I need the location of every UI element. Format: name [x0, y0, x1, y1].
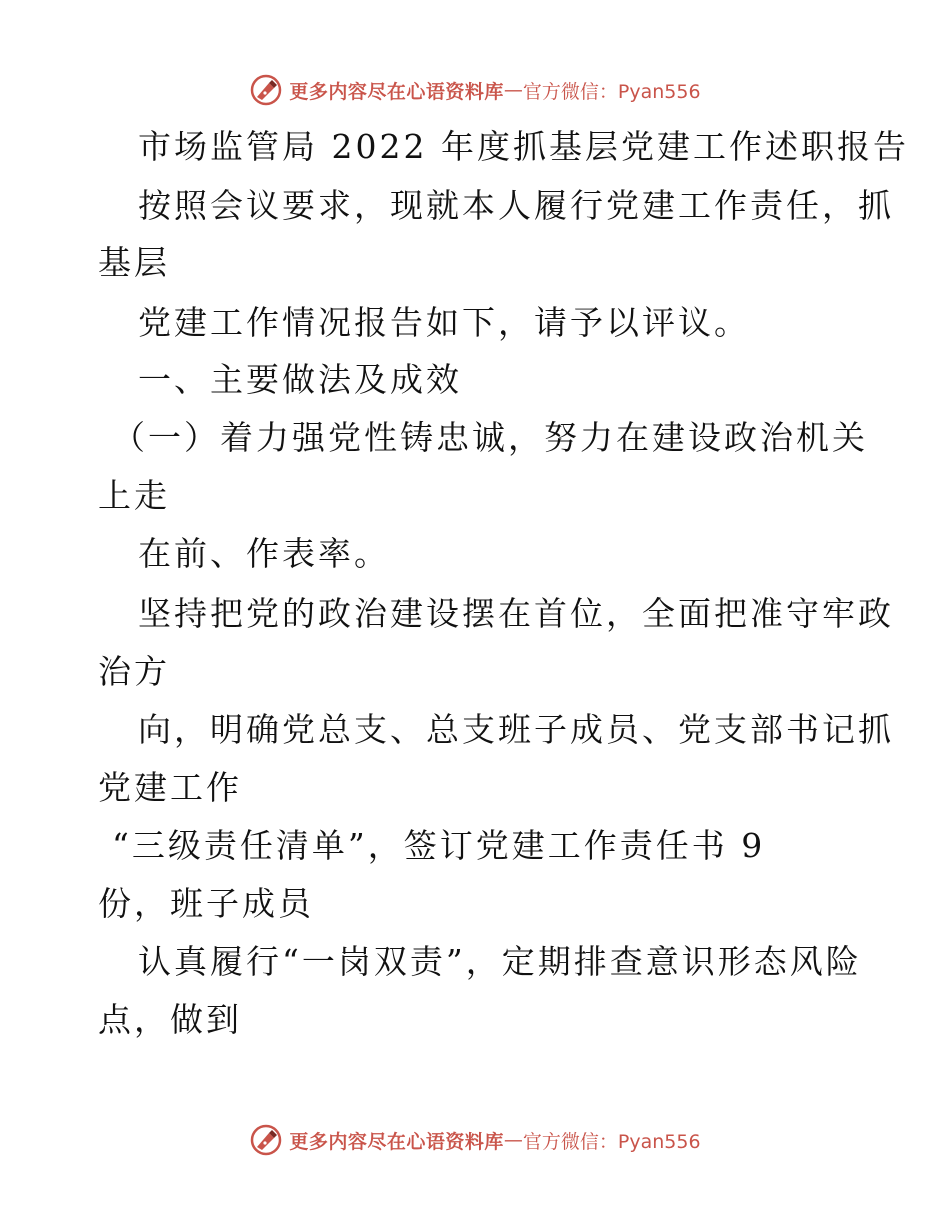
paragraph-line: 基层 — [98, 243, 170, 282]
paragraph-line: 党建工作 — [98, 768, 242, 807]
subsection-heading: （一）着力强党性铸忠诚，努力在建设政治机关 — [112, 418, 868, 457]
pen-nib-logo-icon — [249, 1123, 283, 1157]
document-title: 市场监管局 2022 年度抓基层党建工作述职报告 — [138, 127, 909, 166]
banner-separator: — — [503, 1129, 523, 1151]
banner-contact-text: 官方微信：Pyan556 — [522, 80, 701, 103]
paragraph-line: 治方 — [98, 652, 170, 691]
paragraph-line: 坚持把党的政治建设摆在首位，全面把准守牢政 — [138, 594, 894, 633]
paragraph-line: “三级责任清单”，签订党建工作责任书 9 — [112, 826, 766, 865]
section-heading: 一、主要做法及成效 — [138, 360, 462, 399]
banner-brand-text: 更多内容尽在心语资料库 — [289, 1130, 504, 1153]
paragraph-line: 份，班子成员 — [98, 884, 314, 923]
banner-separator: — — [503, 79, 523, 101]
paragraph-line: 向，明确党总支、总支班子成员、党支部书记抓 — [138, 710, 894, 749]
paragraph-line: 党建工作情况报告如下，请予以评议。 — [138, 303, 750, 342]
footer-banner — [0, 1122, 950, 1158]
paragraph-line: 上走 — [98, 476, 170, 515]
paragraph-line: 按照会议要求，现就本人履行党建工作责任，抓 — [138, 186, 894, 225]
paragraph-line: 点，做到 — [98, 1000, 242, 1039]
banner-contact-text: 官方微信：Pyan556 — [522, 1130, 701, 1153]
header-banner — [0, 72, 950, 108]
pen-nib-logo-icon — [249, 73, 283, 107]
paragraph-line: 在前、作表率。 — [138, 534, 390, 573]
paragraph-line: 认真履行“一岗双责”，定期排查意识形态风险 — [138, 942, 862, 981]
banner-brand-text: 更多内容尽在心语资料库 — [289, 80, 504, 103]
